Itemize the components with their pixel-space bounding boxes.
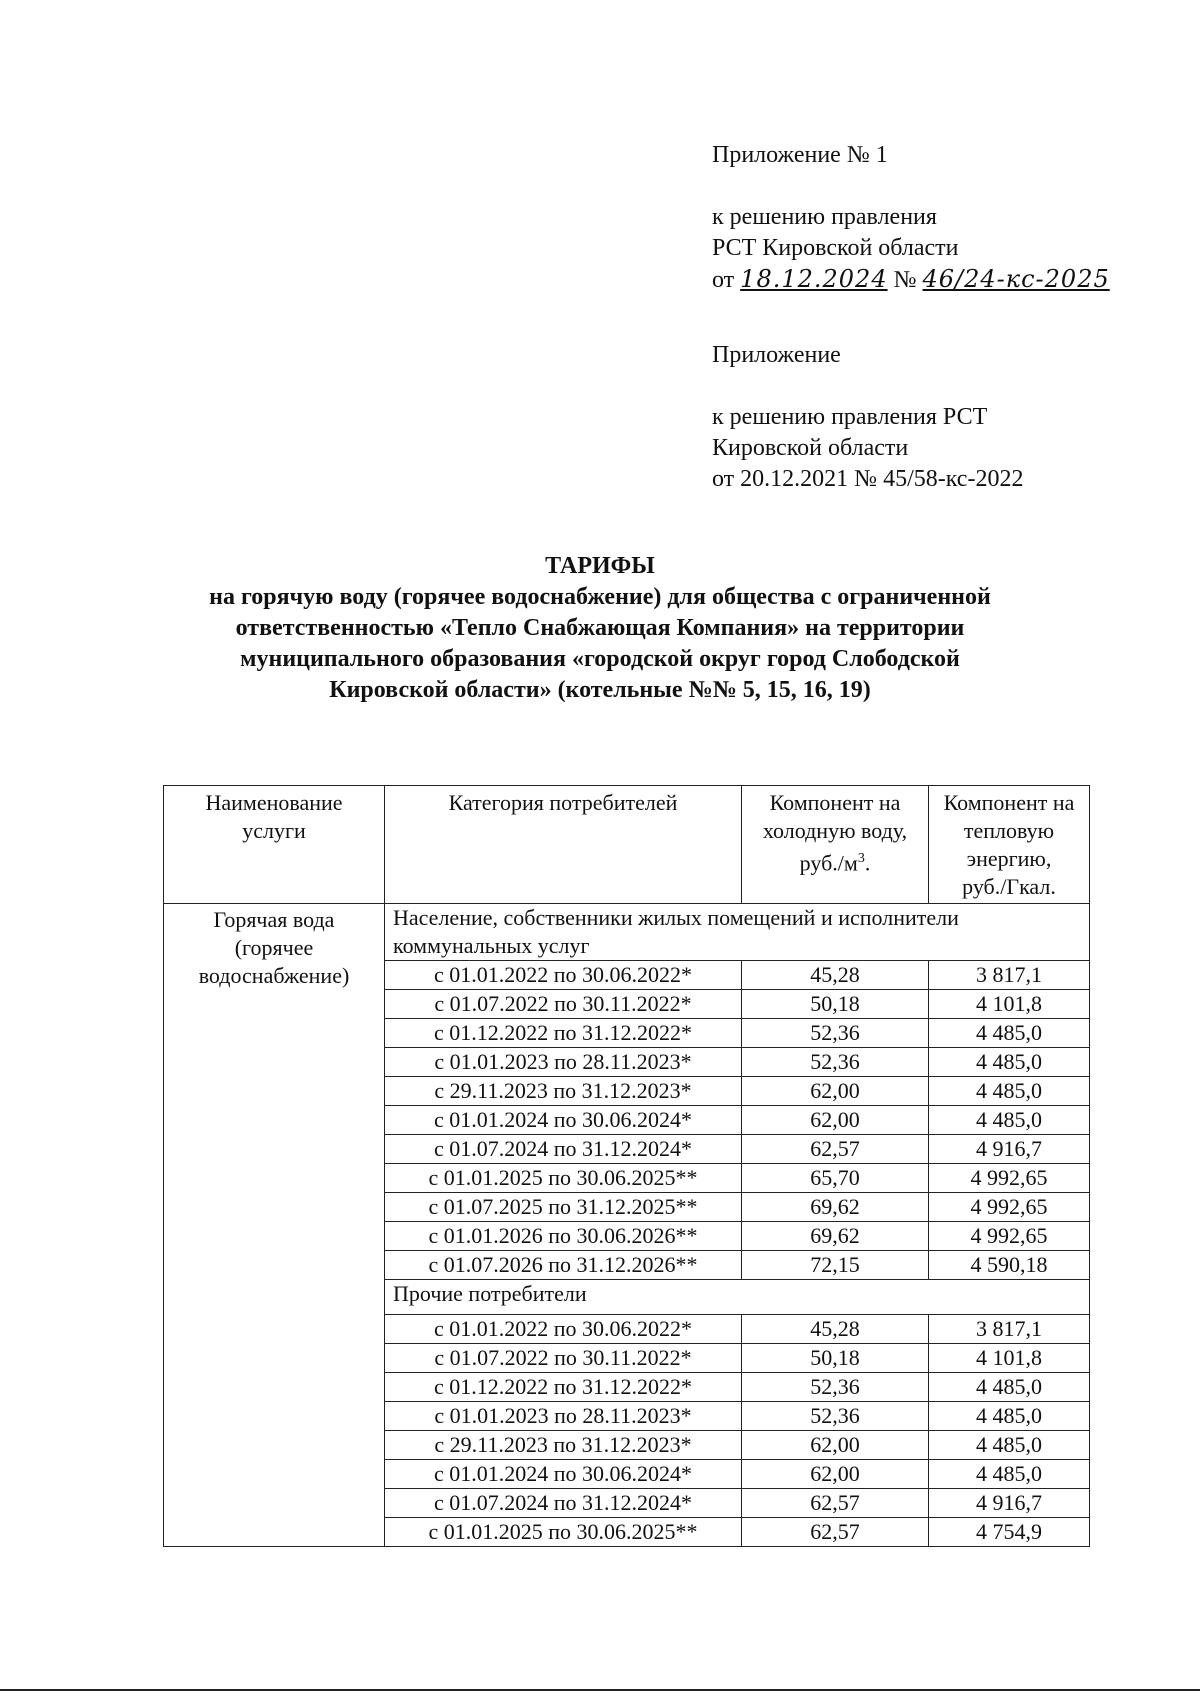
service-name-line: водоснабжение) bbox=[198, 963, 350, 988]
heat-cell: 4 992,65 bbox=[929, 1164, 1090, 1193]
period-cell: с 01.01.2026 по 30.06.2026** bbox=[385, 1222, 742, 1251]
heat-cell: 3 817,1 bbox=[929, 961, 1090, 990]
heat-cell: 4 485,0 bbox=[929, 1431, 1090, 1460]
period-cell: с 01.01.2022 по 30.06.2022* bbox=[385, 1315, 742, 1344]
cold-water-cell: 69,62 bbox=[742, 1222, 929, 1251]
period-cell: с 01.01.2023 по 28.11.2023* bbox=[385, 1402, 742, 1431]
category-line: Прочие потребители bbox=[393, 1281, 587, 1306]
category-cell bbox=[385, 1280, 1090, 1315]
category-row bbox=[164, 904, 1090, 961]
period-cell: с 29.11.2023 по 31.12.2023* bbox=[385, 1431, 742, 1460]
heat-cell: 4 485,0 bbox=[929, 1077, 1090, 1106]
header-service bbox=[164, 786, 385, 904]
period-cell: с 01.12.2022 по 31.12.2022* bbox=[385, 1373, 742, 1402]
cold-water-cell: 62,00 bbox=[742, 1431, 929, 1460]
period-cell: с 01.01.2024 по 30.06.2024* bbox=[385, 1460, 742, 1489]
header-cold-line: холодную воду, bbox=[762, 818, 908, 843]
period-cell: с 01.07.2024 по 31.12.2024* bbox=[385, 1489, 742, 1518]
period-cell: с 01.01.2023 по 28.11.2023* bbox=[385, 1048, 742, 1077]
annex-title: Приложение № 1 bbox=[712, 142, 888, 168]
period-cell: с 01.01.2024 по 30.06.2024* bbox=[385, 1106, 742, 1135]
header-cold-unit-text: руб./м bbox=[799, 850, 858, 876]
cold-water-cell: 62,57 bbox=[742, 1135, 929, 1164]
cold-water-cell: 45,28 bbox=[742, 961, 929, 990]
cold-water-cell: 65,70 bbox=[742, 1164, 929, 1193]
cold-water-cell: 69,62 bbox=[742, 1193, 929, 1222]
annex-original-line2: Кировской области bbox=[712, 435, 909, 461]
date-prefix: от bbox=[712, 267, 735, 293]
period-cell: с 01.07.2026 по 31.12.2026** bbox=[385, 1251, 742, 1280]
header-heat-line: Компонент на bbox=[943, 790, 1075, 815]
period-cell: с 01.07.2022 по 30.11.2022* bbox=[385, 990, 742, 1019]
period-cell: с 01.07.2022 по 30.11.2022* bbox=[385, 1344, 742, 1373]
handwritten-number: 46/24-кс-2025 bbox=[922, 265, 1110, 293]
cold-water-cell: 52,36 bbox=[742, 1019, 929, 1048]
heat-cell: 4 916,7 bbox=[929, 1489, 1090, 1518]
cold-water-cell: 62,57 bbox=[742, 1518, 929, 1547]
header-heat bbox=[929, 786, 1090, 904]
service-name-cell bbox=[164, 904, 385, 1547]
document-heading bbox=[0, 551, 1200, 706]
period-cell: с 29.11.2023 по 31.12.2023* bbox=[385, 1077, 742, 1106]
heat-cell: 4 485,0 bbox=[929, 1019, 1090, 1048]
period-cell: с 01.01.2025 по 30.06.2025** bbox=[385, 1518, 742, 1547]
period-cell: с 01.01.2022 по 30.06.2022* bbox=[385, 961, 742, 990]
period-cell: с 01.01.2025 по 30.06.2025** bbox=[385, 1164, 742, 1193]
heading-title: ТАРИФЫ bbox=[545, 553, 655, 579]
heat-cell: 4 590,18 bbox=[929, 1251, 1090, 1280]
page-bottom-rule bbox=[0, 1689, 1200, 1691]
heat-cell: 4 485,0 bbox=[929, 1106, 1090, 1135]
header-cold-unit bbox=[742, 845, 928, 877]
heat-cell: 4 485,0 bbox=[929, 1402, 1090, 1431]
annex-current bbox=[712, 140, 1110, 296]
cold-water-cell: 62,00 bbox=[742, 1106, 929, 1135]
cold-water-cell: 52,36 bbox=[742, 1402, 929, 1431]
service-name-line: Горячая вода bbox=[213, 907, 335, 932]
annex-original bbox=[712, 340, 1023, 495]
category-line: коммунальных услуг bbox=[393, 933, 590, 958]
header-heat-line: энергию, bbox=[966, 846, 1052, 871]
annex-original-line1: к решению правления РСТ bbox=[712, 404, 988, 430]
heat-cell: 4 992,65 bbox=[929, 1222, 1090, 1251]
heat-cell: 4 485,0 bbox=[929, 1048, 1090, 1077]
header-category bbox=[385, 786, 742, 904]
heading-line2: ответственностью «Тепло Снабжающая Компания» на территории bbox=[235, 615, 965, 641]
period-cell: с 01.12.2022 по 31.12.2022* bbox=[385, 1019, 742, 1048]
category-cell bbox=[385, 904, 1090, 961]
header-cold-unit-dot: . bbox=[864, 850, 871, 876]
cold-water-cell: 62,00 bbox=[742, 1460, 929, 1489]
heading-line1: на горячую воду (горячее водоснабжение) для общества с ограниченной bbox=[209, 584, 991, 610]
service-name-line: (горячее bbox=[234, 935, 314, 960]
cold-water-cell: 52,36 bbox=[742, 1048, 929, 1077]
annex-decision-line2: РСТ Кировской области bbox=[712, 235, 959, 261]
header-cold-water bbox=[742, 786, 929, 904]
period-cell: с 01.07.2025 по 31.12.2025** bbox=[385, 1193, 742, 1222]
header-service-line: услуги bbox=[242, 818, 306, 843]
annex-date-line bbox=[712, 264, 1110, 296]
header-category-text: Категория потребителей bbox=[448, 790, 678, 815]
handwritten-date: 18.12.2024 bbox=[740, 265, 888, 293]
tariff-table bbox=[163, 785, 1090, 1547]
annex-original-line3: от 20.12.2021 № 45/58-кс-2022 bbox=[712, 466, 1024, 492]
annex-original-title: Приложение bbox=[712, 342, 841, 368]
header-cold-unit-sup: 3 bbox=[857, 851, 865, 866]
heat-cell: 4 101,8 bbox=[929, 990, 1090, 1019]
table-header-row bbox=[164, 786, 1090, 904]
cold-water-cell: 50,18 bbox=[742, 990, 929, 1019]
heat-cell: 4 992,65 bbox=[929, 1193, 1090, 1222]
heat-cell: 4 485,0 bbox=[929, 1373, 1090, 1402]
heading-line4: Кировской области» (котельные №№ 5, 15, 16, 19) bbox=[329, 677, 871, 703]
heat-cell: 4 101,8 bbox=[929, 1344, 1090, 1373]
heat-cell: 4 916,7 bbox=[929, 1135, 1090, 1164]
number-prefix: № bbox=[893, 267, 917, 293]
cold-water-cell: 72,15 bbox=[742, 1251, 929, 1280]
cold-water-cell: 62,00 bbox=[742, 1077, 929, 1106]
header-heat-line: тепловую bbox=[963, 818, 1055, 843]
annex-decision-line1: к решению правления bbox=[712, 204, 937, 230]
heat-cell: 4 485,0 bbox=[929, 1460, 1090, 1489]
cold-water-cell: 50,18 bbox=[742, 1344, 929, 1373]
heat-cell: 3 817,1 bbox=[929, 1315, 1090, 1344]
header-cold-line: Компонент на bbox=[769, 790, 901, 815]
period-cell: с 01.07.2024 по 31.12.2024* bbox=[385, 1135, 742, 1164]
cold-water-cell: 62,57 bbox=[742, 1489, 929, 1518]
category-line: Население, собственники жилых помещений и исполнители bbox=[393, 905, 959, 930]
header-heat-line: руб./Гкал. bbox=[962, 874, 1056, 899]
cold-water-cell: 52,36 bbox=[742, 1373, 929, 1402]
header-service-line: Наименование bbox=[205, 790, 343, 815]
cold-water-cell: 45,28 bbox=[742, 1315, 929, 1344]
heading-line3: муниципального образования «городской округ город Слободской bbox=[240, 646, 960, 672]
heat-cell: 4 754,9 bbox=[929, 1518, 1090, 1547]
